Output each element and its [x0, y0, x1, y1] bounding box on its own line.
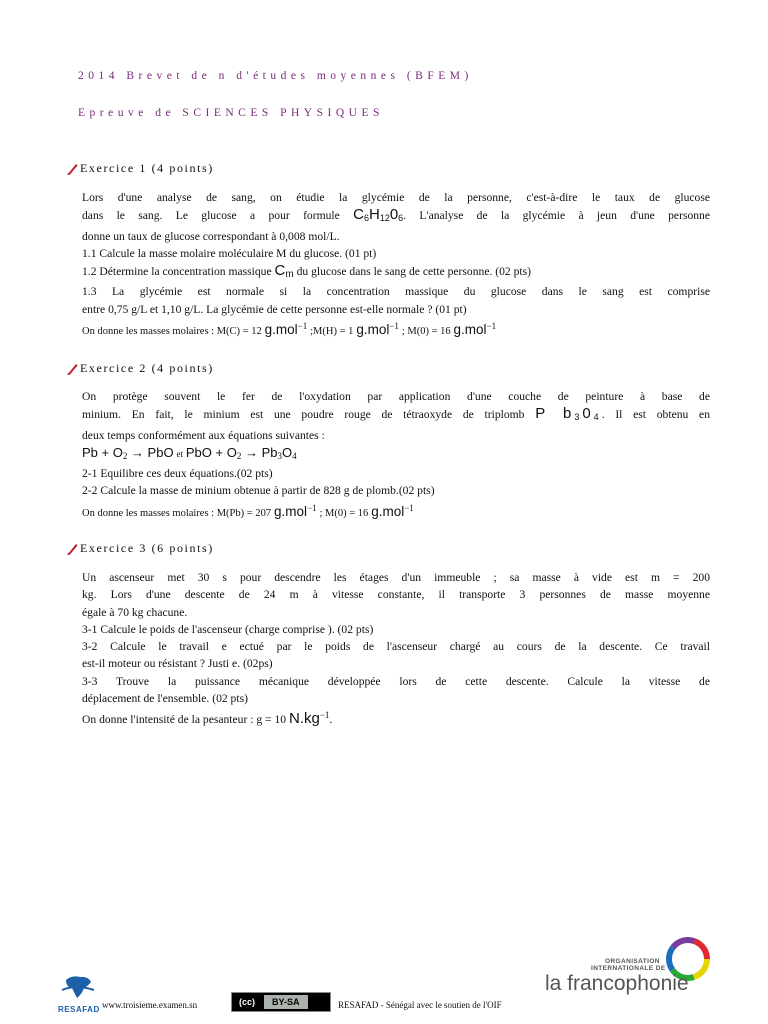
africa-icon — [58, 974, 98, 1000]
question-2-2: 2-2 Calcule la masse de minium obtenue à partir de 828 g de plomb.(02 pts) — [82, 484, 435, 498]
exercise-1-title: Exercice 1 (4 points) — [66, 161, 214, 176]
exercise-3-title: Exercice 3 (6 points) — [66, 541, 214, 556]
paragraph: On protège souvent le fer de l'oxydation par application d'une couche de peinture à base de — [82, 390, 710, 403]
paragraph: entre 0,75 g/L et 1,10 g/L. La glycémie de cette personne est-elle normale ? (01 pt) — [82, 302, 467, 316]
question-3-1: 3-1 Calcule le poids de l'ascenseur (charge comprise ). (02 pts) — [82, 622, 374, 636]
page-footer — [0, 958, 768, 1024]
chemical-equations: $Pb + O_2$ → PbO et PbO + $O_2 \to Pb_3O_4$ — [82, 444, 297, 461]
question-1-2: 1.2 Détermine la concentration massique $C_m$ du glucose dans le sang de cette personne. (02 pts) — [82, 262, 532, 281]
paragraph: égale à 70 kg chacune. — [82, 605, 188, 619]
support-text: RESAFAD - Sénégal avec le soutien de l'OIF — [338, 1000, 502, 1010]
exam-subject: Epreuve de SCIENCES PHYSIQUES — [78, 107, 384, 119]
exercise-1-body — [82, 189, 710, 340]
question-1-1: 1.1 Calcule la masse molaire moléculaire M du glucose. (01 pt) — [82, 246, 377, 260]
question-2-1: 2-1 Equilibre ces deux équations.(02 pts) — [82, 467, 273, 481]
pencil-bullet-icon — [66, 162, 78, 175]
francophonie-logo: ORGANISATION INTERNATIONALE DE la francophonie — [545, 934, 715, 1004]
pencil-bullet-icon — [66, 362, 78, 375]
gravity-data: On donne l'intensité de la pesanteur : g = 10 $N.kg^{-1}$. — [82, 710, 333, 728]
molar-mass-data: On donne les masses molaires : M(C) = 12 g.mol$^{-1}$ ;M(H) = 1 g.mol$^{-1}$ ; M(0) = 16 g.mol$^{-1}$ — [82, 321, 497, 338]
question-1-3: 1.3 La glycémie est normale si la concentration massique du glucose dans le sang est comprise — [82, 285, 710, 299]
paragraph: Lors d'une analyse de sang, on étudie la glycémie de la personne, c'est-à-dire le taux de glucose — [82, 191, 710, 204]
paragraph: deux temps conformément aux équations suivantes : — [82, 428, 325, 442]
resafad-logo: RESAFAD — [58, 974, 98, 1014]
exercise-3-body — [82, 569, 710, 729]
paragraph: Un ascenseur met 30 s pour descendre les étages d'un immeuble ; sa masse à vide est m = 200 — [82, 571, 710, 584]
paragraph: donne un taux de glucose correspondant à 0,008 mol/L. — [82, 229, 340, 243]
exercise-2-title: Exercice 2 (4 points) — [66, 361, 214, 376]
question-3-3: 3-3 Trouve la puissance mécanique développée lors de cette descente. Calcule la vitesse de — [82, 674, 710, 688]
paragraph: déplacement de l'ensemble. (02 pts) — [82, 692, 248, 706]
molar-mass-data: On donne les masses molaires : M(Pb) = 207 g.mol$^{-1}$ ; M(0) = 16 g.mol$^{-1}$ — [82, 502, 414, 519]
pencil-bullet-icon — [66, 542, 78, 555]
website-link[interactable]: www.troisieme.examen.sn — [102, 1000, 198, 1010]
exam-title: 2014 Brevet de n d'études moyennes (BFEM) — [78, 70, 473, 82]
paragraph: kg. Lors d'une descente de 24 m à vitesse constante, il transporte 3 personnes de masse moyenne — [82, 588, 710, 602]
minium-formula: P $b_30_4$ — [535, 405, 602, 423]
exercise-2-body — [82, 388, 710, 522]
paragraph: dans le sang. Le glucose a pour formule $C_6H_{12}0_6$. L'analyse de la glycémie à jeun d'une personne — [82, 206, 710, 224]
paragraph: est-il moteur ou résistant ? Justi e. (02ps) — [82, 657, 273, 671]
glucose-formula: $C_6H_{12}0_6$ — [353, 206, 404, 224]
question-3-2: 3-2 Calcule le travail e ectué par le poids de l'ascenseur chargé au cours de la descente. Ce travail — [82, 640, 710, 654]
paragraph: minium. En fait, le minium est une poudre rouge de tétraoxyde de triplomb P $b_30_4$. Il est obtenu en — [82, 405, 711, 423]
cc-license-badge[interactable]: (cc) BY-SA — [231, 992, 331, 1012]
